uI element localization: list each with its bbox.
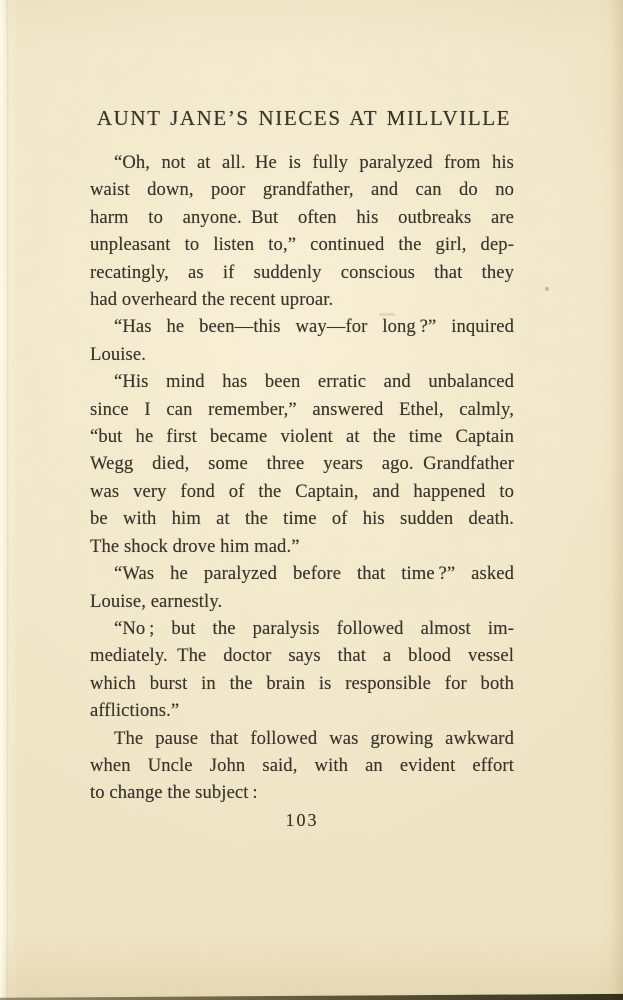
paragraph (90, 149, 514, 313)
text-line: since I can remember,” answered Ethel, calmly, (90, 398, 514, 420)
page-left-edge-shadow (7, 0, 9, 1000)
text-line: be with him at the time of his sudden death. (90, 508, 514, 530)
text-line: harm to anyone. But often his outbreaks are (90, 206, 514, 228)
text-line: waist down, poor grandfather, and can do no (90, 179, 514, 201)
text-line: which burst in the brain is responsible for both (90, 672, 514, 694)
scan-speck (379, 313, 395, 316)
text-line: was very fond of the Captain, and happened to (90, 480, 514, 502)
page-number: 103 (285, 810, 319, 830)
text-line: Louise. (90, 343, 146, 365)
text-line: Louise, earnestly. (90, 590, 223, 612)
text-line: “but he first became violent at the time Captain (90, 426, 514, 448)
page-right-edge (611, 0, 623, 1000)
text-line: when Uncle John said, with an evident effort (90, 754, 514, 776)
text-line: mediately. The doctor says that a blood vessel (90, 645, 514, 667)
paragraph (90, 368, 514, 560)
page-left-edge (0, 0, 7, 1000)
running-header: AUNT JANE’S NIECES AT MILLVILLE (96, 106, 512, 130)
text-line: “Has he been—this way—for long ?” inquired (114, 316, 514, 338)
text-line: “Oh, not at all. He is fully paralyzed from his (114, 152, 514, 173)
text-line: to change the subject : (90, 782, 258, 804)
text-line: recatingly, as if suddenly conscious that they (90, 261, 514, 283)
text-line: “No ; but the paralysis followed almost im- (114, 617, 514, 639)
scan-speck (545, 287, 549, 291)
text-line: “Was he paralyzed before that time ?” asked (114, 563, 514, 585)
text-line: afflictions.” (90, 700, 180, 722)
text-line: Wegg died, some three years ago. Grandfather (90, 453, 514, 475)
paragraph (90, 615, 514, 725)
paragraph (90, 560, 514, 615)
paragraph (90, 725, 514, 807)
text-column (90, 149, 514, 807)
text-line: unpleasant to listen to,” continued the girl, dep- (90, 234, 514, 256)
text-line: had overheard the recent uproar. (90, 289, 334, 311)
paragraph (90, 313, 514, 368)
text-line: The pause that followed was growing awkward (114, 727, 514, 749)
page-bottom-edge (0, 993, 623, 1000)
text-line: The shock drove him mad.” (90, 535, 300, 557)
text-line: “His mind has been erratic and unbalanced (114, 371, 514, 393)
